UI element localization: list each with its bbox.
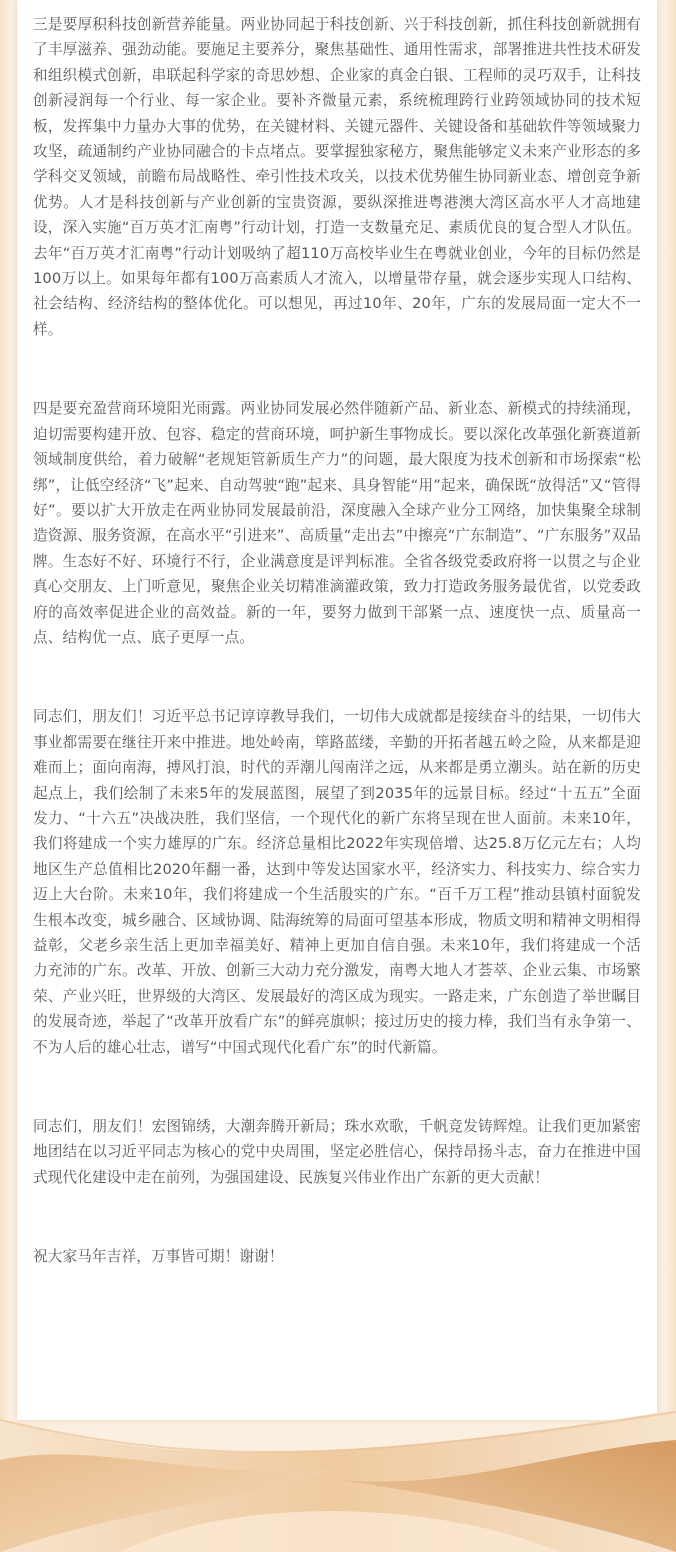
decorative-ribbon-footer (0, 1400, 676, 1552)
paragraph-business-environment: 四是要充盈营商环境阳光雨露。两业协同发展必然伴随新产品、新业态、新模式的持续涌现，迫切需要构建开放、包容、稳定的营商环境，呵护新生事物成长。要以深化改革强化新赛道新领域制度供给，着力破解“老规矩管新质生产力”的问题，最大限度为技术创新和市场探索“松绑”，让低空经济“飞”起来、自动驾驶“跑”起来、具身智能“用”起来，确保既“放得活”又“管得好”。要以扩大开放走在两业协同发展最前沿，深度融入全球产业分工网络，加快集聚全球制造资源、服务资源，在高水平“引进来”、高质量“走出去”中擦亮“广东制造”、“广东服务”双品牌。生态好不好、环境行不行，企业满意度是评判标准。全省各级党委政府将一以贯之与企业真心交朋友、上门听意见，聚焦企业关切精准滴灌政策，致力打造政务服务最优省，以党委政府的高效率促进企业的高效益。新的一年，要努力做到干部紧一点、速度快一点、质量高一点、结构优一点、底子更厚一点。 (33, 400, 641, 646)
article-content (33, 12, 641, 1270)
paragraph-innovation: 三是要厚积科技创新营养能量。两业协同起于科技创新、兴于科技创新，抓住科技创新就拥有了丰厚滋养、强劲动能。要施足主要养分，聚焦基础性、通用性需求，部署推进共性技术研发和组织模式创新，串联起科学家的奇思妙想、企业家的真金白银、工程师的灵巧双手，让科技创新浸润每一个行业、每一家企业。要补齐微量元素，系统梳理跨行业跨领域协同的技术短板，发挥集中力量办大事的优势，在关键材料、关键元器件、关键设备和基础软件等领域聚力攻坚，疏通制约产业协同融合的卡点堵点。要掌握独家秘方，聚焦能够定义未来产业形态的多学科交叉领域，前瞻布局战略性、牵引性技术攻关，以技术优势催生协同新业态、增创竞争新优势。人才是科技创新与产业创新的宝贵资源，要纵深推进粤港澳大湾区高水平人才高地建设，深入实施“百万英才汇南粤”行动计划，打造一支数量充足、素质优良的复合型人才队伍。去年“百万英才汇南粤”行动计划吸纳了超110万高校毕业生在粤就业创业，今年的目标仍然是100万以上。如果每年都有100万高素质人才流入，以增量带存量，就会逐步实现人口结构、社会结构、经济结构的整体优化。可以想见，再过10年、20年，广东的发展局面一定大不一样。 (33, 16, 641, 338)
paragraph-call-to-action: 同志们，朋友们！宏图锦绣，大潮奔腾开新局；珠水欢歌，千帆竞发铸辉煌。让我们更加紧密地团结在以习近平同志为核心的党中央周围，坚定必胜信心，保持昂扬斗志，奋力在推进中国式现代化建设中走在前列，为强国建设、民族复兴伟业作出广东新的更大贡献！ (33, 1118, 641, 1186)
paragraph-closing-greeting: 祝大家马年吉祥，万事皆可期！谢谢！ (33, 1248, 284, 1266)
paragraph-vision: 同志们，朋友们！习近平总书记谆谆教导我们，一切伟大成就都是接续奋斗的结果，一切伟大事业都需要在继往开来中推进。地处岭南，筚路蓝缕，辛勤的开拓者越五岭之险，从来都是迎难而上；面向南海，搏风打浪，时代的弄潮儿闯南洋之远，从来都是勇立潮头。站在新的历史起点上，我们绘制了未来5年的发展蓝图，展望了到2035年的远景目标。经过“十五五”全面发力、“十六五”决战决胜，我们坚信，一个现代化的新广东将呈现在世人面前。未来10年，我们将建成一个实力雄厚的广东。经济总量相比2022年实现倍增、达25.8万亿元左右；人均地区生产总值相比2020年翻一番，达到中等发达国家水平，经济实力、科技实力、综合实力迈上大台阶。未来10年，我们将建成一个生活殷实的广东。“百千万工程”推动县镇村面貌发生根本改变，城乡融合、区域协调、陆海统筹的局面可望基本形成，物质文明和精神文明相得益彰，父老乡亲生活上更加幸福美好、精神上更加自信自强。未来10年，我们将建成一个活力充沛的广东。改革、开放、创新三大动力充分激发，南粤大地人才荟萃、企业云集、市场繁荣、产业兴旺，世界级的大湾区、发展最好的湾区成为现实。一路走来，广东创造了举世瞩目的发展奇迹，举起了“改革开放看广东”的鲜亮旗帜；接过历史的接力棒，我们当有永争第一、不为人后的雄心壮志，谱写“中国式现代化看广东”的时代新篇。 (33, 708, 641, 1056)
article-page (17, 0, 657, 1420)
